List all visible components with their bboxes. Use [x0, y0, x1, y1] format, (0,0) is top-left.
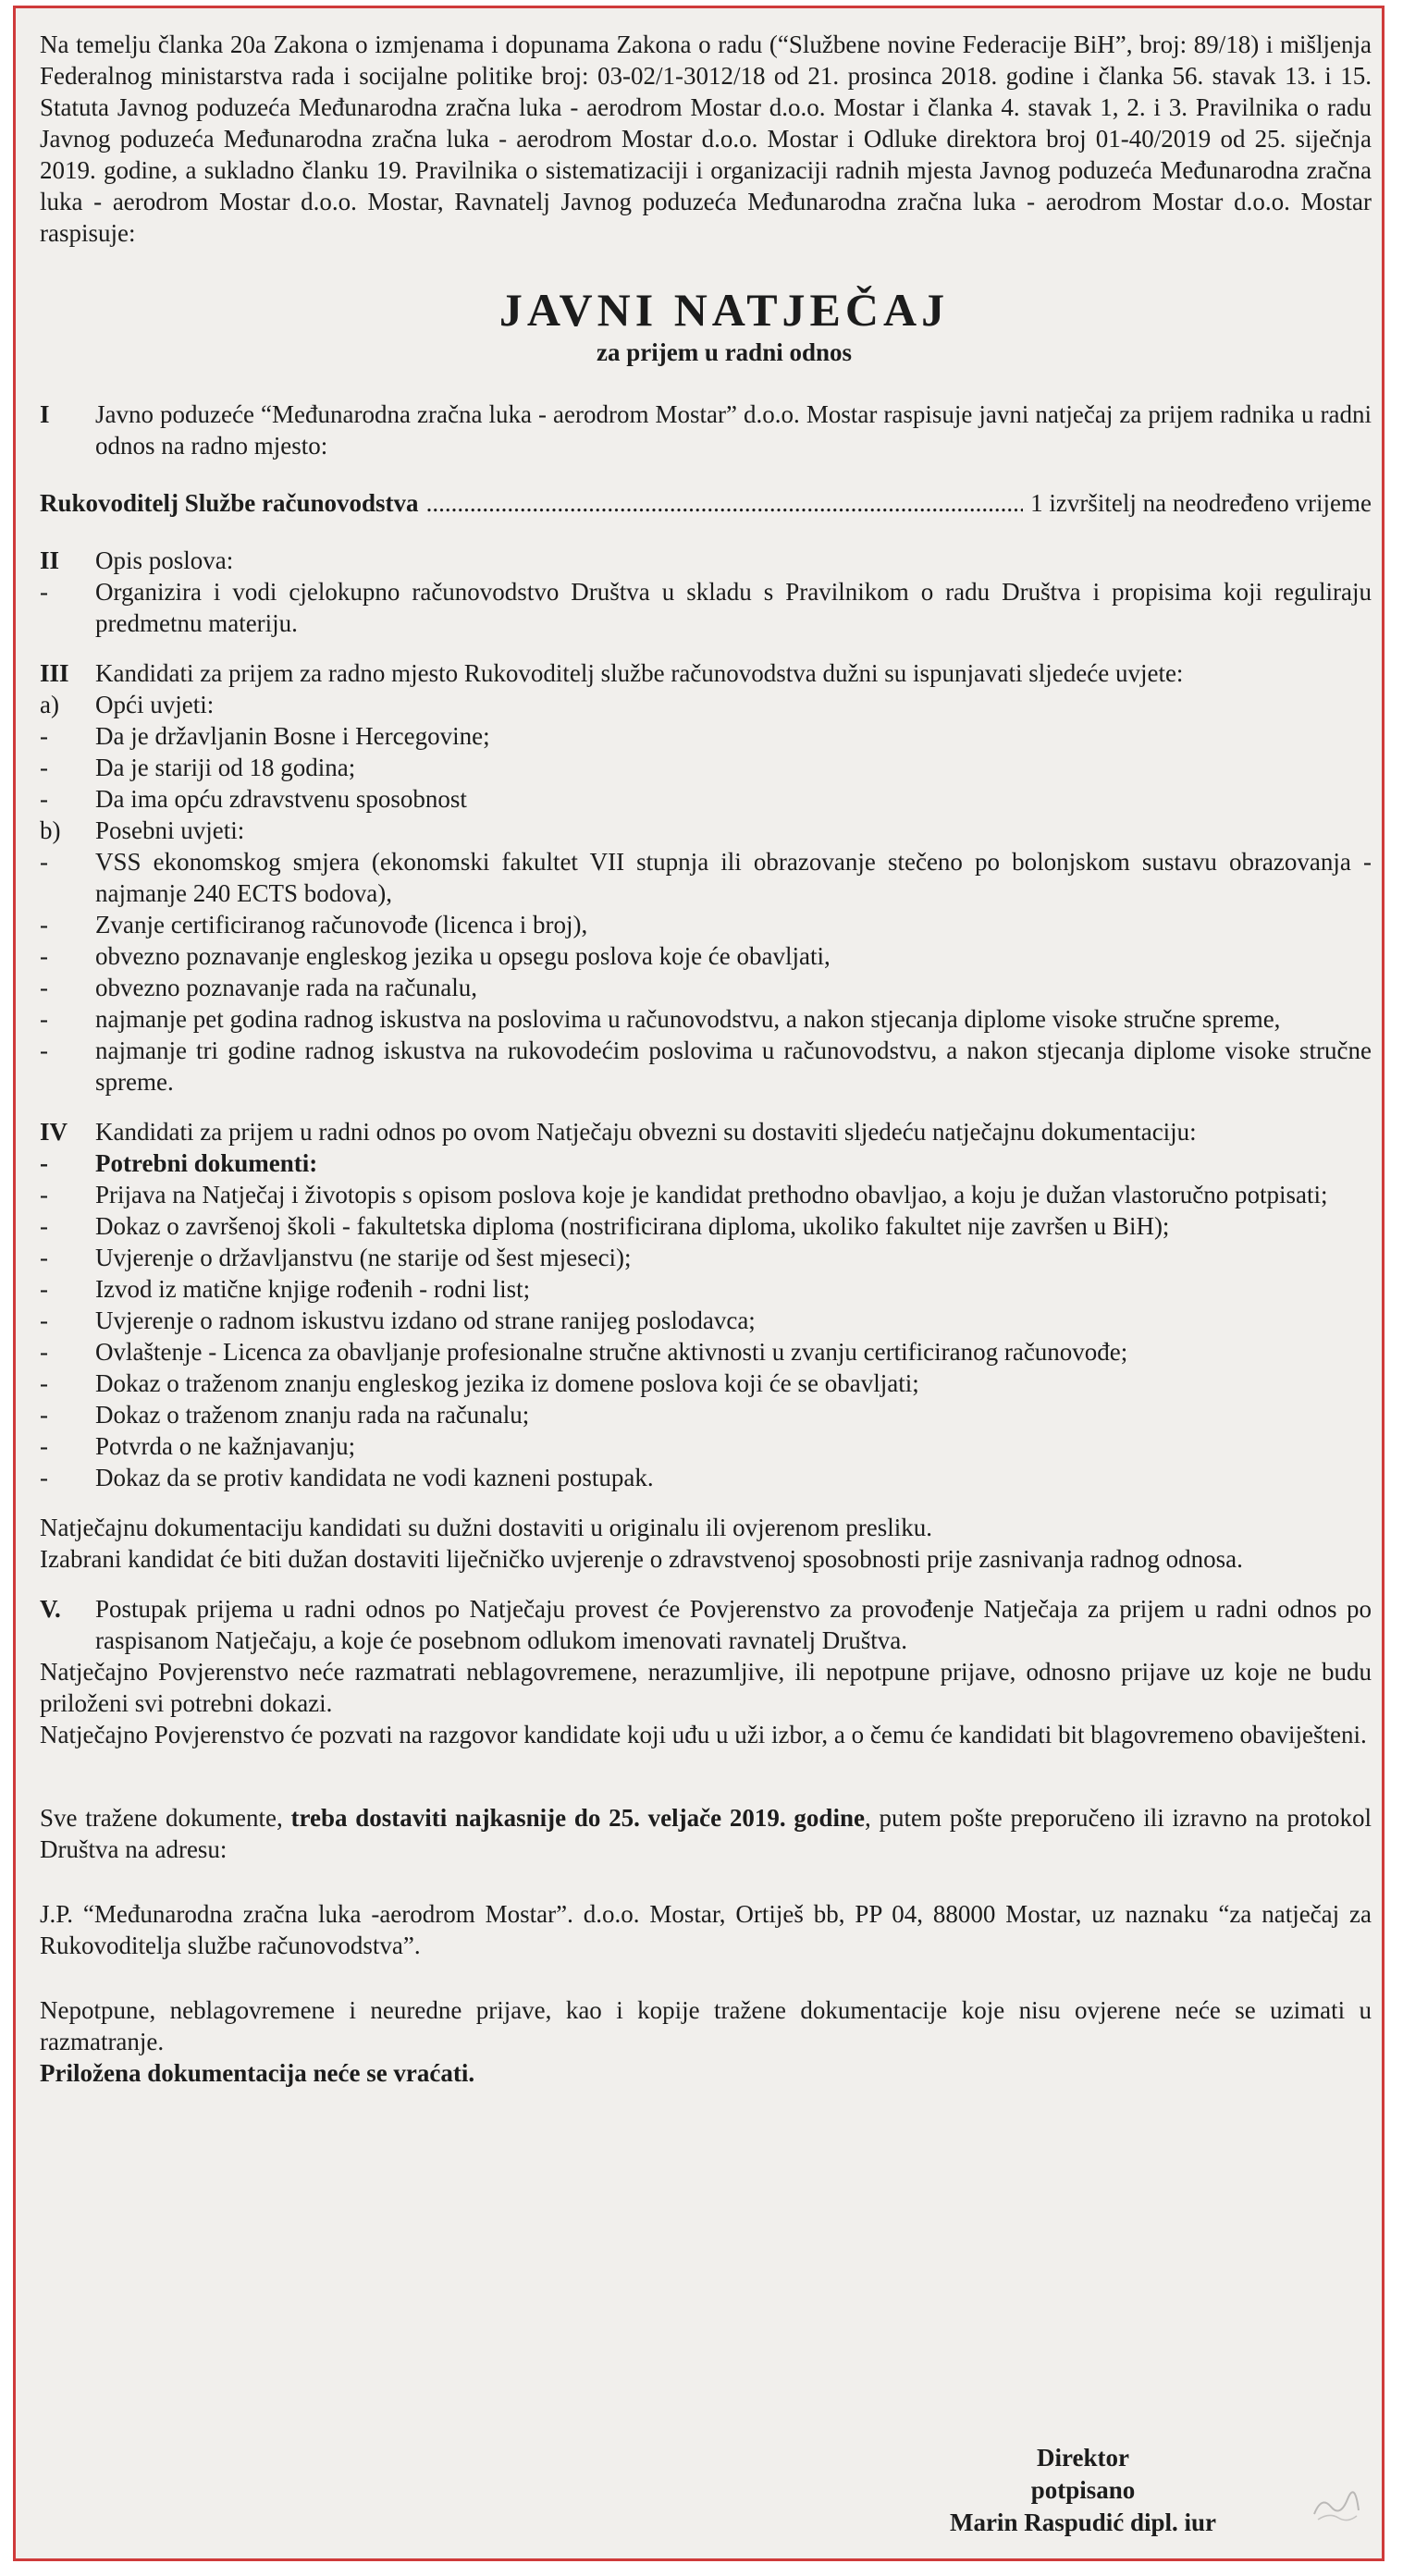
subsection-a-marker: a) [40, 691, 59, 718]
list-item [40, 783, 1372, 815]
signature-signed: potpisano [1030, 2476, 1136, 2504]
dash-marker: - [40, 1432, 48, 1460]
required-document: Dokaz da se protiv kandidata ne vodi kazneni postupak. [95, 1464, 654, 1491]
list-item [40, 720, 1372, 752]
section-3-marker: III [40, 659, 69, 687]
required-document: Izvod iz matične knjige rođenih - rodni list; [95, 1275, 531, 1303]
special-condition: obvezno poznavanje engleskog jezika u opsegu poslova koje će obavljati, [95, 942, 831, 970]
dash-marker: - [40, 1037, 48, 1064]
submission-paragraph [40, 1802, 1372, 1865]
section-3-heading: Kandidati za prijem za radno mjesto Rukovoditelj službe računovodstva dužni su ispunjavati sljedeće uvjete: [95, 659, 1184, 687]
section-5 [40, 1593, 1372, 1750]
dash-marker: - [40, 1244, 48, 1271]
required-document: Dokaz o završenoj školi - fakultetska diploma (nostrificirana diploma, ukoliko fakultet nije završen u BiH); [95, 1212, 1170, 1240]
special-condition: najmanje pet godina radnog iskustva na poslovima u računovodstvu, a nakon stjecanja diplome visoke stručne spreme, [95, 1005, 1281, 1033]
notice-frame [13, 6, 1385, 2561]
commission-note-2: Natječajno Povjerenstvo će pozvati na razgovor kandidate koji uđu u uži izbor, a o čemu će kandidati bit blagovremeno obaviješteni. [40, 1721, 1367, 1748]
list-item [40, 1336, 1372, 1368]
general-condition: Da je stariji od 18 godina; [95, 754, 356, 781]
list-item [40, 1430, 1372, 1462]
position-count: 1 izvršitelj na neodređeno vrijeme [1030, 489, 1372, 517]
notice-title: JAVNI NATJEČAJ [498, 284, 950, 336]
dash-marker: - [40, 722, 48, 750]
list-item [40, 1210, 1372, 1242]
list-item [40, 1273, 1372, 1305]
section-2-heading: Opis poslova: [95, 546, 234, 574]
general-condition: Da je državljanin Bosne i Hercegovine; [95, 722, 490, 750]
submission-before: Sve tražene dokumente, [40, 1804, 283, 1832]
list-item [40, 1305, 1372, 1336]
intro-paragraph: Na temelju članka 20a Zakona o izmjenama i dopunama Zakona o radu (“Službene novine Federacije BiH”, broj: 89/18) i mišljenja Federalnog ministarstva rada i socijalne politike broj: 03-02/1-3012/18 od 21. prosinca 2018. godine i članka 56. stavak 13. i 15. Statuta Javnog poduzeća Međunarodna zračna luka - aerodrom Mostar d.o.o. Mostar i članka 4. stavak 1, 2. i 3. Pravilnika o radu Javnog poduzeća Međunarodna zračna luka - aerodrom Mostar d.o.o. Mostar i Odluke direktora broj 01-40/2019 od 25. siječnja 2019. godine, a sukladno članku 19. Pravilnika o sistematizaciji i organizaciji radnih mjesta Javnog poduzeća Međunarodna zračna luka - aerodrom Mostar d.o.o. Mostar, Ravnatelj Javnog poduzeća Međunarodna zračna luka - aerodrom Mostar d.o.o. Mostar raspisuje: [40, 31, 1372, 247]
required-document: Dokaz o traženom znanju rada na računalu; [95, 1401, 530, 1429]
list-item [40, 752, 1372, 783]
section-1-text: Javno poduzeće “Međunarodna zračna luka - aerodrom Mostar” d.o.o. Mostar raspisuje javni natječaj za prijem radnika u radni odnos na radno mjesto: [95, 400, 1372, 460]
address-paragraph: J.P. “Međunarodna zračna luka -aerodrom Mostar”. d.o.o. Mostar, Ortiješ bb, PP 04, 88000 Mostar, uz naznaku “za natječaj za Rukovoditelja službe računovodstva”. [40, 1900, 1372, 1959]
section-1-marker: I [40, 400, 50, 428]
section-2-item: Organizira i vodi cjelokupno računovodstvo Društva u skladu s Pravilnikom o radu Društva i propisima koji reguliraju predmetnu materiju. [95, 578, 1372, 637]
section-4-marker: IV [40, 1118, 68, 1146]
required-document: Prijava na Natječaj i životopis s opisom poslova koje je kandidat prethodno obavljao, a koju je dužan vlastoručno potpisati; [95, 1181, 1328, 1208]
dash-marker: - [40, 1369, 48, 1397]
section-3 [40, 657, 1372, 1098]
dash-marker: - [40, 785, 48, 813]
list-item [40, 1035, 1372, 1098]
required-document: Ovlaštenje - Licenca za obavljanje profesionalne stručne aktivnosti u zvanju certificiranog računovođe; [95, 1338, 1128, 1366]
list-item [40, 1179, 1372, 1210]
special-condition: obvezno poznavanje rada na računalu, [95, 974, 478, 1001]
dash-marker: - [40, 1149, 48, 1177]
position-name: Rukovoditelj Službe računovodstva [40, 489, 419, 517]
list-item [40, 1399, 1372, 1430]
dash-marker: - [40, 1212, 48, 1240]
signature-role: Direktor [1037, 2444, 1129, 2472]
list-item [40, 940, 1372, 972]
list-item [40, 1462, 1372, 1493]
list-item [40, 846, 1372, 909]
dot-leader [426, 487, 1024, 519]
dash-marker: - [40, 578, 48, 606]
required-document: Dokaz o traženom znanju engleskog jezika iz domene poslova koji će se obavljati; [95, 1369, 919, 1397]
required-document: Uvjerenje o radnom iskustvu izdano od strane ranijeg poslodavca; [95, 1306, 756, 1334]
special-condition: najmanje tri godine radnog iskustva na rukovodećim poslovima u računovodstvu, a nakon stjecanja diplome visoke stručne spreme. [95, 1037, 1372, 1096]
submission-deadline: treba dostaviti najkasnije do 25. veljače 2019. godine [290, 1804, 865, 1832]
dash-marker: - [40, 1306, 48, 1334]
subsection-b-marker: b) [40, 816, 61, 844]
section-1 [40, 399, 1372, 461]
submission-after: , putem pošte preporučeno ili izravno na protokol Društva na adresu: [40, 1804, 1372, 1863]
dash-marker: - [40, 974, 48, 1001]
special-conditions-heading: Posebni uvjeti: [95, 816, 245, 844]
notice-body [40, 29, 1372, 2089]
section-5-text: Postupak prijema u radni odnos po Natječaju provest će Povjerenstvo za provođenje Natječaja za prijem u radni odnos po raspisanom Natječaju, a koje će posebnom odlukom imenovati ravnatelj Društva. [95, 1595, 1372, 1654]
original-copy-note: Natječajnu dokumentaciju kandidati su dužni dostaviti u originalu ili ovjerenom presliku. [40, 1514, 933, 1541]
dash-marker: - [40, 1401, 48, 1429]
signature-block [944, 2442, 1222, 2539]
general-condition: Da ima opću zdravstvenu sposobnost [95, 785, 467, 813]
dash-marker: - [40, 1005, 48, 1033]
dash-marker: - [40, 1275, 48, 1303]
dash-marker: - [40, 1181, 48, 1208]
required-document: Potvrda o ne kažnjavanju; [95, 1432, 356, 1460]
list-item [40, 1242, 1372, 1273]
dash-marker: - [40, 942, 48, 970]
required-document: Uvjerenje o državljanstvu (ne starije od šest mjeseci); [95, 1244, 632, 1271]
list-item [40, 972, 1372, 1003]
list-item [40, 909, 1372, 940]
section-5-marker: V. [40, 1595, 61, 1623]
dash-marker: - [40, 848, 48, 876]
dash-marker: - [40, 1338, 48, 1366]
list-item [40, 1003, 1372, 1035]
signature-name: Marin Raspudić dipl. iur [949, 2509, 1217, 2536]
dash-marker: - [40, 1464, 48, 1491]
closing-paragraph: Nepotpune, neblagovremene i neuredne prijave, kao i kopije tražene dokumentacije koje nisu ovjerene neće se uzimati u razmatranje. [40, 1996, 1372, 2055]
section-2 [40, 545, 1372, 639]
medical-certificate-note: Izabrani kandidat će biti dužan dostaviti liječničko uvjerenje o zdravstvenoj sposobnosti prije zasnivanja radnog odnosa. [40, 1545, 1243, 1573]
section-4 [40, 1116, 1372, 1575]
special-condition: Zvanje certificiranog računovođe (licenca i broj), [95, 911, 588, 938]
title-block [40, 282, 1372, 367]
closing-bold-note: Priložena dokumentacija neće se vraćati. [40, 2059, 475, 2087]
general-conditions-heading: Opći uvjeti: [95, 691, 215, 718]
notice-subtitle: za prijem u radni odnos [596, 338, 853, 366]
position-line [40, 487, 1372, 519]
dash-marker: - [40, 754, 48, 781]
section-2-marker: II [40, 546, 60, 574]
dash-marker: - [40, 911, 48, 938]
section-4-heading: Kandidati za prijem u radni odnos po ovom Natječaju obvezni su dostaviti sljedeću natječajnu dokumentaciju: [95, 1118, 1197, 1146]
special-condition: VSS ekonomskog smjera (ekonomski fakultet VII stupnja ili obrazovanje stečeno po bolonjskom sustavu obrazovanja - najmanje 240 ECTS bodova), [95, 848, 1372, 907]
required-documents-heading: Potrebni dokumenti: [95, 1149, 318, 1177]
stamp-smudge-icon [1311, 2486, 1362, 2523]
commission-note-1: Natječajno Povjerenstvo neće razmatrati neblagovremene, nerazumljive, ili nepotpune prijave, odnosno prijave uz koje ne budu priloženi svi potrebni dokazi. [40, 1658, 1372, 1717]
list-item [40, 1368, 1372, 1399]
